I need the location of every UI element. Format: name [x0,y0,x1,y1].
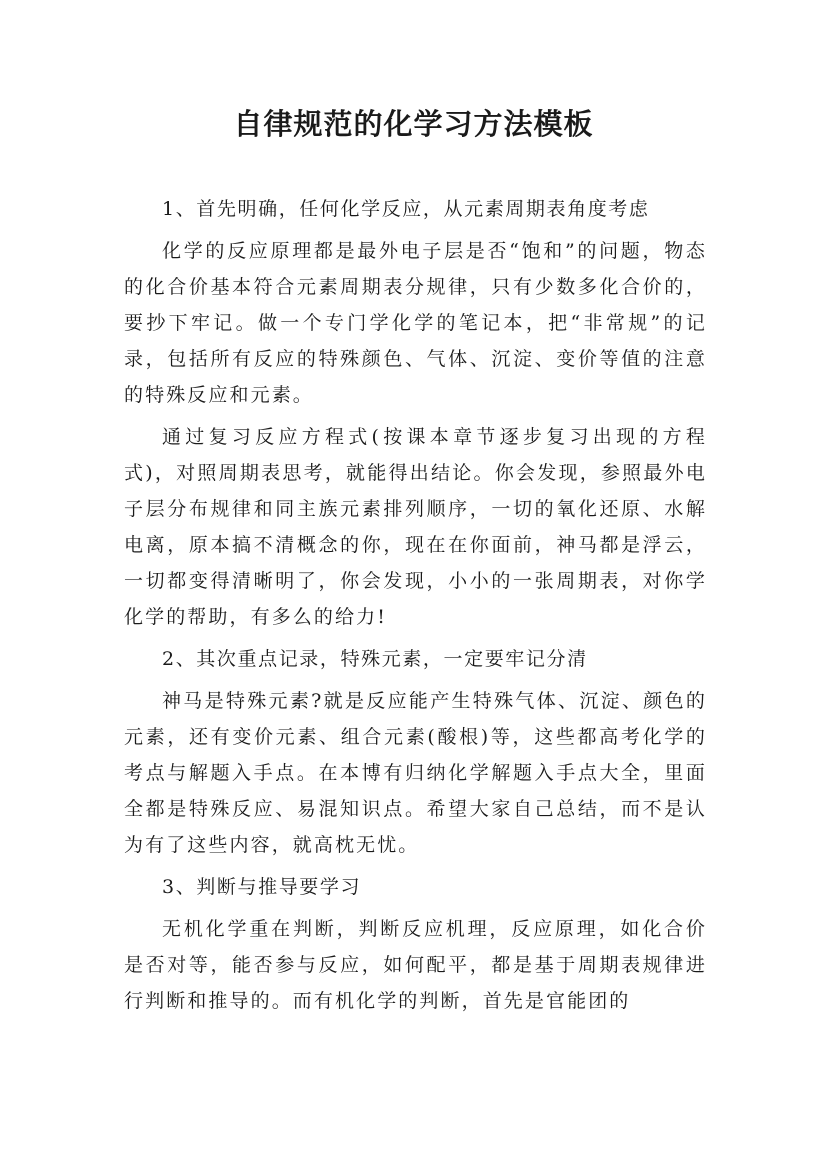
paragraph: 无机化学重在判断，判断反应机理，反应原理，如化合价是否对等，能否参与反应，如何配平，都是基于周期表规律进行判断和推导的。而有机化学的判断，首先是官能团的 [124,918,707,1012]
section-heading-2: 2、其次重点记录，特殊元素，一定要牢记分清 [162,648,588,670]
document-title: 自律规范的化学习方法模板 [233,107,594,141]
section-heading-1: 1、首先明确，任何化学反应，从元素周期表角度考虑 [162,198,650,220]
paragraph: 神马是特殊元素?就是反应能产生特殊气体、沉淀、颜色的元素，还有变价元素、组合元素(酸根)等，这些都高考化学的考点与解题入手点。在本博有归纳化学解题入手点大全，里面全都是特殊反应、易混知识点。希望大家自己总结，而不是认为有了这些内容，就高枕无忧。 [124,690,707,856]
section-heading-3: 3、判断与推导要学习 [162,876,362,898]
paragraph: 化学的反应原理都是最外电子层是否“饱和”的问题，物态的化合价基本符合元素周期表分规律，只有少数多化合价的，要抄下牢记。做一个专门学化学的笔记本，把“非常规”的记录，包括所有反应的特殊颜色、气体、沉淀、变价等值的注意的特殊反应和元素。 [124,240,707,406]
document-body [124,191,707,1025]
paragraph: 通过复习反应方程式(按课本章节逐步复习出现的方程式)，对照周期表思考，就能得出结论。你会发现，参照最外电子层分布规律和同主族元素排列顺序，一切的氧化还原、水解电离，原本搞不清概念的你，现在在你面前，神马都是浮云，一切都变得清晰明了，你会发现，小小的一张周期表，对你学化学的帮助，有多么的给力! [124,426,707,628]
